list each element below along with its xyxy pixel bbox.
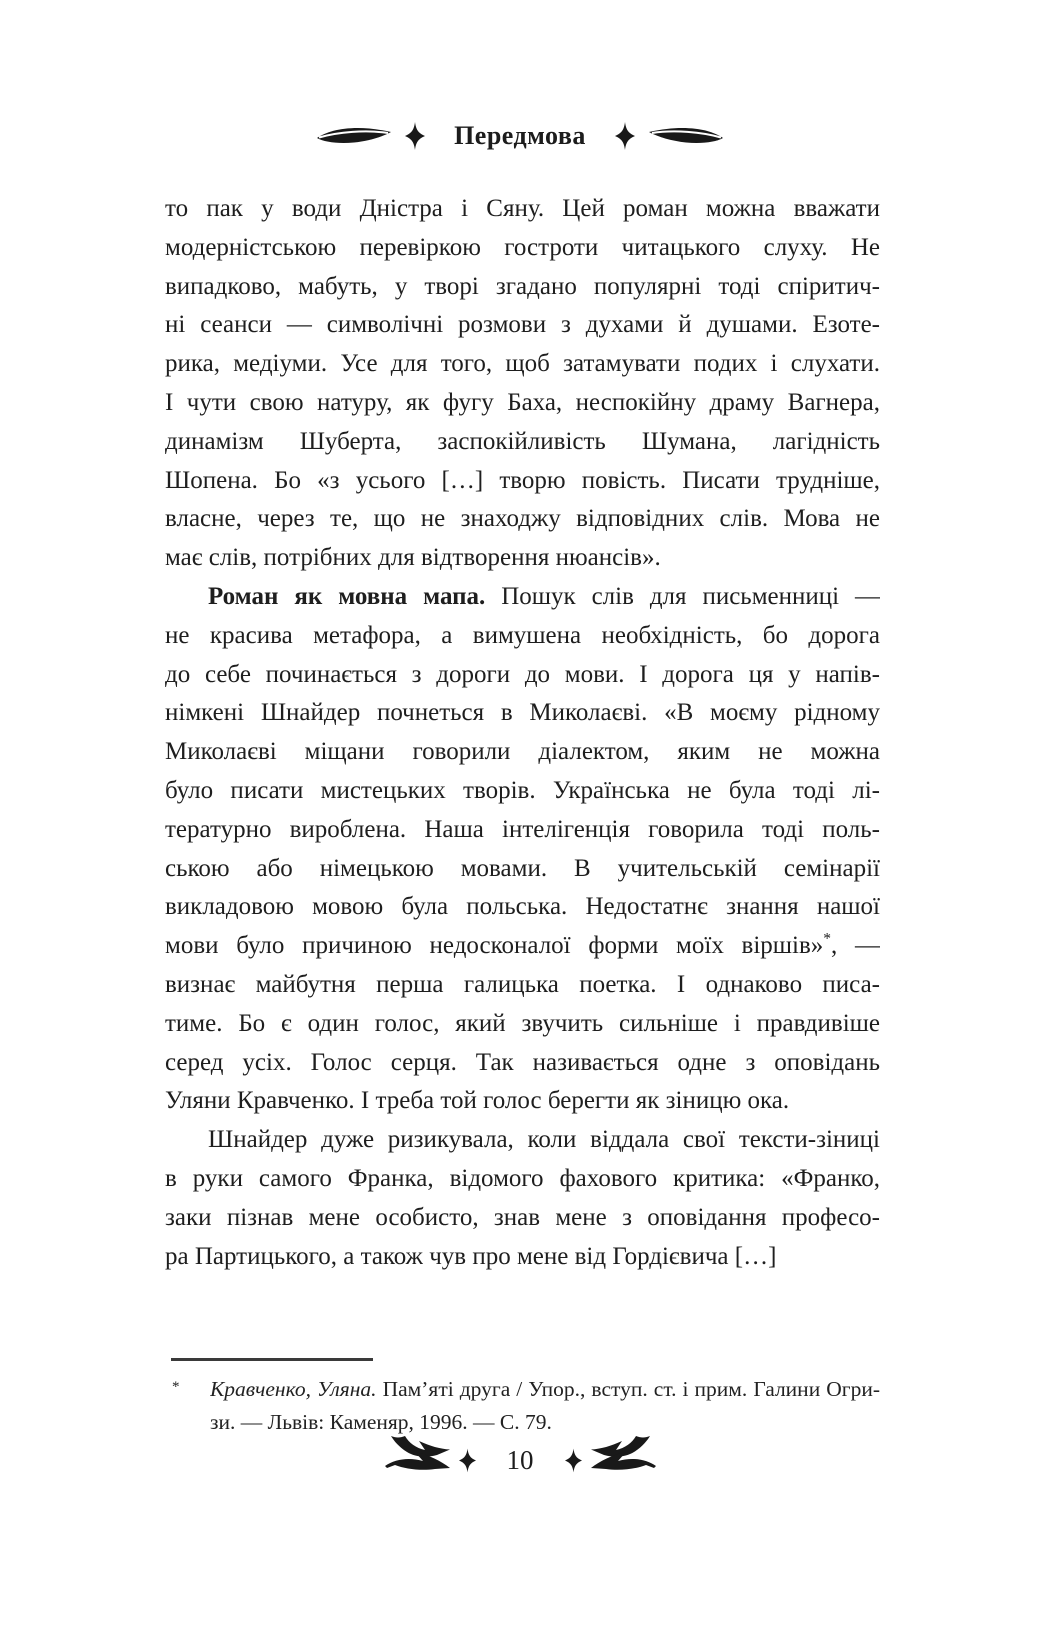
leaf-ornament-left-icon (316, 124, 392, 148)
body-line (165, 423, 880, 462)
body-line (165, 888, 880, 927)
foliage-flourish-right-icon (590, 1436, 656, 1484)
text-run: то пак у води Дністра і Сяну. Цей роман можна вважати (165, 195, 880, 222)
footnote-lines (210, 1373, 880, 1439)
body-line (165, 1005, 880, 1044)
page-header (0, 122, 1040, 150)
diamond-star-icon (565, 1448, 582, 1473)
body-line (165, 772, 880, 811)
page-title: Передмова (454, 121, 586, 150)
body-line (165, 384, 880, 423)
text-run: модерністською перевіркою гостроти читацького слуху. Не (165, 233, 880, 261)
footnote-marker: * (172, 1379, 180, 1395)
body-line (165, 811, 880, 850)
page-number: 10 (506, 1444, 534, 1475)
body-line (165, 656, 880, 695)
body-line (165, 229, 880, 268)
text-run: Шнайдер дуже ризикувала, коли віддала свої тексти-зіниці (208, 1126, 880, 1154)
paragraph (165, 578, 880, 1121)
body-line (165, 190, 880, 229)
text-run: має слів, потрібних для відтворення нюансів». (165, 544, 661, 572)
text-run: Шопена. Бо «з усього […] творю повість. Писати трудніше, (165, 466, 880, 494)
paragraph (165, 1121, 880, 1276)
body-line (165, 539, 880, 578)
text-run: ською або німецькою мовами. В учительській семінарії (165, 854, 880, 882)
body-line (165, 345, 880, 384)
text-run: динамізм Шуберта, заспокійливість Шумана, лагідність (165, 427, 880, 455)
text-run: власне, через те, що не знаходжу відповідних слів. Мова не (165, 505, 880, 533)
body-line (165, 500, 880, 539)
text-run: І чути свою натуру, як фугу Баха, неспокійну драму Вагнера, (165, 388, 880, 416)
body-line (165, 306, 880, 345)
body-line (165, 462, 880, 501)
diamond-star-icon (615, 122, 635, 150)
text-run: було писати мистецьких творів. Українська не була тоді лі- (165, 776, 880, 804)
italic-run: Кравченко, Уляна. (210, 1377, 377, 1401)
body-line (165, 1238, 880, 1277)
text-run: серед усіх. Голос серця. Так називається одне з оповідань (165, 1048, 880, 1076)
text-run: тиме. Бо є один голос, який звучить сильніше і правдивіше (165, 1009, 880, 1037)
text-run: до себе починається з дороги до мови. І дорога ця у напів- (165, 660, 880, 688)
body-text (165, 190, 880, 1276)
diamond-star-icon (405, 122, 425, 150)
text-run: мови було причиною недосконалої форми моїх віршів» (165, 932, 824, 960)
body-line (165, 1199, 880, 1238)
text-run: рика, медіуми. Усе для того, щоб затамувати подих і слухати. (165, 350, 880, 378)
footnote-line (210, 1406, 880, 1439)
body-line (165, 268, 880, 307)
body-line (165, 1082, 880, 1121)
footer-ornament-right (565, 1436, 656, 1484)
text-run: Миколаєві міщани говорили діалектом, яким не можна (165, 738, 880, 766)
body-line (165, 966, 880, 1005)
text-run: , — (831, 932, 880, 960)
text-run: визнає майбутня перша галицька поетка. І однаково писа- (165, 970, 880, 998)
footnote-rule (171, 1358, 373, 1361)
page-footer (0, 1436, 1040, 1484)
foliage-flourish-left-icon (385, 1436, 451, 1484)
text-run: зи. — Львів: Каменяр, 1996. — С. 79. (210, 1410, 552, 1434)
footnote (165, 1358, 880, 1439)
footer-ornament-left (385, 1436, 476, 1484)
text-run: Пам’яті друга / Упор., вступ. ст. і прим. Галини Огри- (376, 1377, 880, 1401)
body-line (165, 927, 880, 966)
leaf-ornament-right-icon (648, 124, 724, 148)
text-run: заки пізнав мене особисто, знав мене з оповідання професо- (165, 1203, 880, 1231)
text-run: німкені Шнайдер почнеться в Миколаєві. «В моєму рідному (165, 699, 880, 727)
diamond-star-icon (459, 1448, 476, 1473)
text-run: тературно вироблена. Наша інтелігенція говорила тоді поль- (165, 815, 880, 843)
bold-run: Роман як мовна мапа. (208, 582, 486, 610)
text-run: викладовою мовою була польська. Недостатнє знання нашої (165, 893, 880, 921)
body-line (165, 733, 880, 772)
text-run: в руки самого Франка, відомого фахового критика: «Франко, (165, 1164, 880, 1192)
text-run: ра Партицького, а також чув про мене від Гордієвича […] (165, 1242, 777, 1270)
text-run: не красива метафора, а вимушена необхідність, бо дорога (165, 621, 880, 649)
text-run: Пошук слів для письменниці — (485, 582, 880, 610)
footnote-line (210, 1373, 880, 1406)
body-line (165, 617, 880, 656)
body-line (165, 578, 880, 617)
text-run: ні сеанси — символічні розмови з духами й душами. Езоте- (165, 311, 880, 339)
text-run: випадково, мабуть, у творі згадано популярні тоді спіритич- (165, 272, 880, 300)
footnote-ref-asterisk: * (823, 930, 832, 948)
paragraph (165, 190, 880, 578)
footnote-body (165, 1373, 880, 1439)
body-line (165, 694, 880, 733)
text-run: Уляни Кравченко. І треба той голос берегти як зіницю ока. (165, 1087, 790, 1115)
body-line (165, 850, 880, 889)
body-line (165, 1121, 880, 1160)
body-line (165, 1044, 880, 1083)
body-line (165, 1160, 880, 1199)
